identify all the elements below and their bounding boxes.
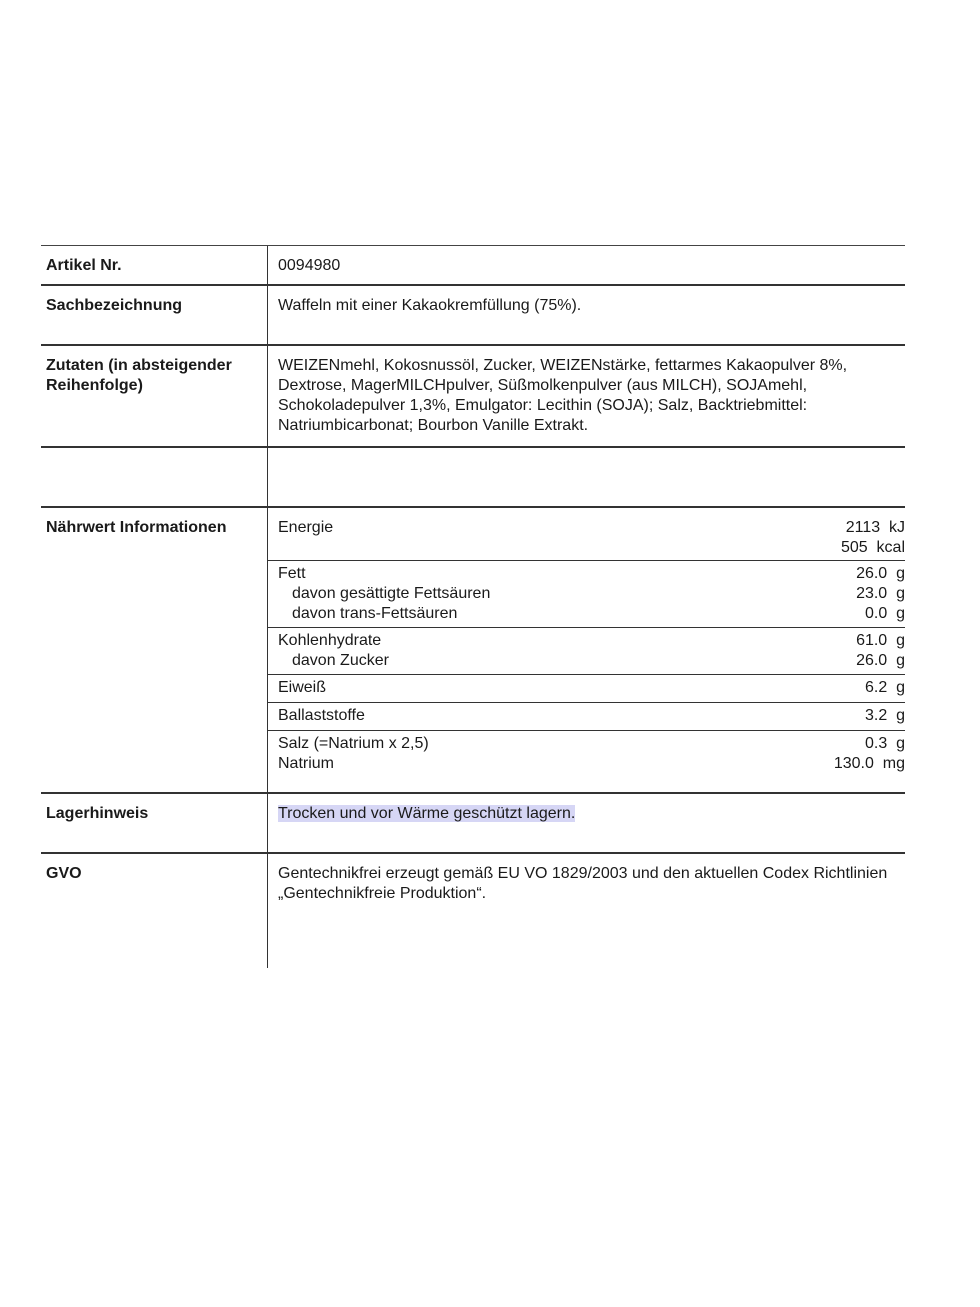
nutrient-subname: davon Zucker: [292, 652, 389, 669]
nutrient-value: 0.0 g: [864, 605, 905, 622]
nutrient-kohlenhydrate: [268, 627, 905, 674]
lagerhinweis-label: Lagerhinweis: [41, 794, 268, 852]
nutrient-salz: [268, 730, 905, 782]
nutrient-name: Fett: [278, 565, 306, 582]
row-artikel: [41, 245, 905, 284]
product-spec-table: [41, 245, 905, 968]
artikel-value: 0094980: [278, 257, 341, 274]
nutrient-value: 2113 kJ: [845, 519, 905, 536]
nutrient-fett: [268, 560, 905, 627]
artikel-label: Artikel Nr.: [41, 246, 268, 284]
zutaten-label-line2: Reihenfolge): [46, 377, 143, 394]
row-sachbezeichnung: [41, 284, 905, 344]
nutrient-name: Eiweiß: [278, 679, 327, 696]
zutaten-line2: Dextrose, MagerMILCHpulver, Süßmolkenpulver (aus MILCH), SOJAmehl,: [278, 377, 808, 394]
zutaten-line4: Natriumbicarbonat; Bourbon Vanille Extrakt.: [278, 417, 589, 434]
nutrient-value: 26.0 g: [856, 652, 905, 669]
empty-value: [268, 448, 905, 506]
nutrient-value: 3.2 g: [864, 707, 905, 724]
nutrient-name: Salz (=Natrium x 2,5): [278, 735, 429, 752]
naehrwert-table: [268, 508, 905, 792]
lagerhinweis-highlighted-text: Trocken und vor Wärme geschützt lagern.: [278, 805, 576, 822]
zutaten-label-line1: Zutaten (in absteigender: [46, 357, 232, 374]
gvo-value: [268, 854, 905, 968]
row-empty: [41, 446, 905, 506]
nutrient-subname: davon gesättigte Fettsäuren: [292, 585, 491, 602]
sachbezeichnung-value: Waffeln mit einer Kakaokremfüllung (75%).: [278, 297, 582, 314]
gvo-line1: Gentechnikfrei erzeugt gemäß EU VO 1829/2003 und den aktuellen Codex Richtlinien: [278, 865, 888, 882]
row-gvo: [41, 852, 905, 968]
naehrwert-label: Nährwert Informationen: [41, 508, 268, 792]
nutrient-value: 6.2 g: [864, 679, 905, 696]
nutrient-name: Energie: [278, 519, 334, 536]
zutaten-value: [268, 346, 905, 446]
nutrient-subname: Natrium: [278, 755, 335, 772]
nutrient-ballaststoffe: [268, 702, 905, 730]
nutrient-name: Ballaststoffe: [278, 707, 365, 724]
nutrient-value: 0.3 g: [864, 735, 905, 752]
row-lagerhinweis: [41, 792, 905, 852]
gvo-label: GVO: [41, 854, 268, 968]
zutaten-line3: Schokoladepulver 1,3%, Emulgator: Lecithin (SOJA); Salz, Backtriebmittel:: [278, 397, 808, 414]
zutaten-label: [41, 346, 268, 446]
zutaten-line1: WEIZENmehl, Kokosnussöl, Zucker, WEIZENstärke, fettarmes Kakaopulver 8%,: [278, 357, 848, 374]
empty-label: [41, 448, 268, 506]
nutrient-eiweiss: [268, 674, 905, 702]
row-naehrwert: [41, 506, 905, 792]
row-zutaten: [41, 344, 905, 446]
nutrient-value: 505 kcal: [840, 539, 905, 556]
gvo-line2: „Gentechnikfreie Produktion“.: [278, 885, 487, 902]
nutrient-energie: [268, 508, 905, 560]
nutrient-value: 130.0 mg: [833, 755, 905, 772]
nutrient-value: 23.0 g: [856, 585, 905, 602]
nutrient-name: Kohlenhydrate: [278, 632, 382, 649]
nutrient-subname: davon trans-Fettsäuren: [292, 605, 458, 622]
sachbezeichnung-label: Sachbezeichnung: [41, 286, 268, 344]
nutrient-value: 26.0 g: [856, 565, 905, 582]
nutrient-value: 61.0 g: [856, 632, 905, 649]
lagerhinweis-value: [268, 794, 905, 852]
